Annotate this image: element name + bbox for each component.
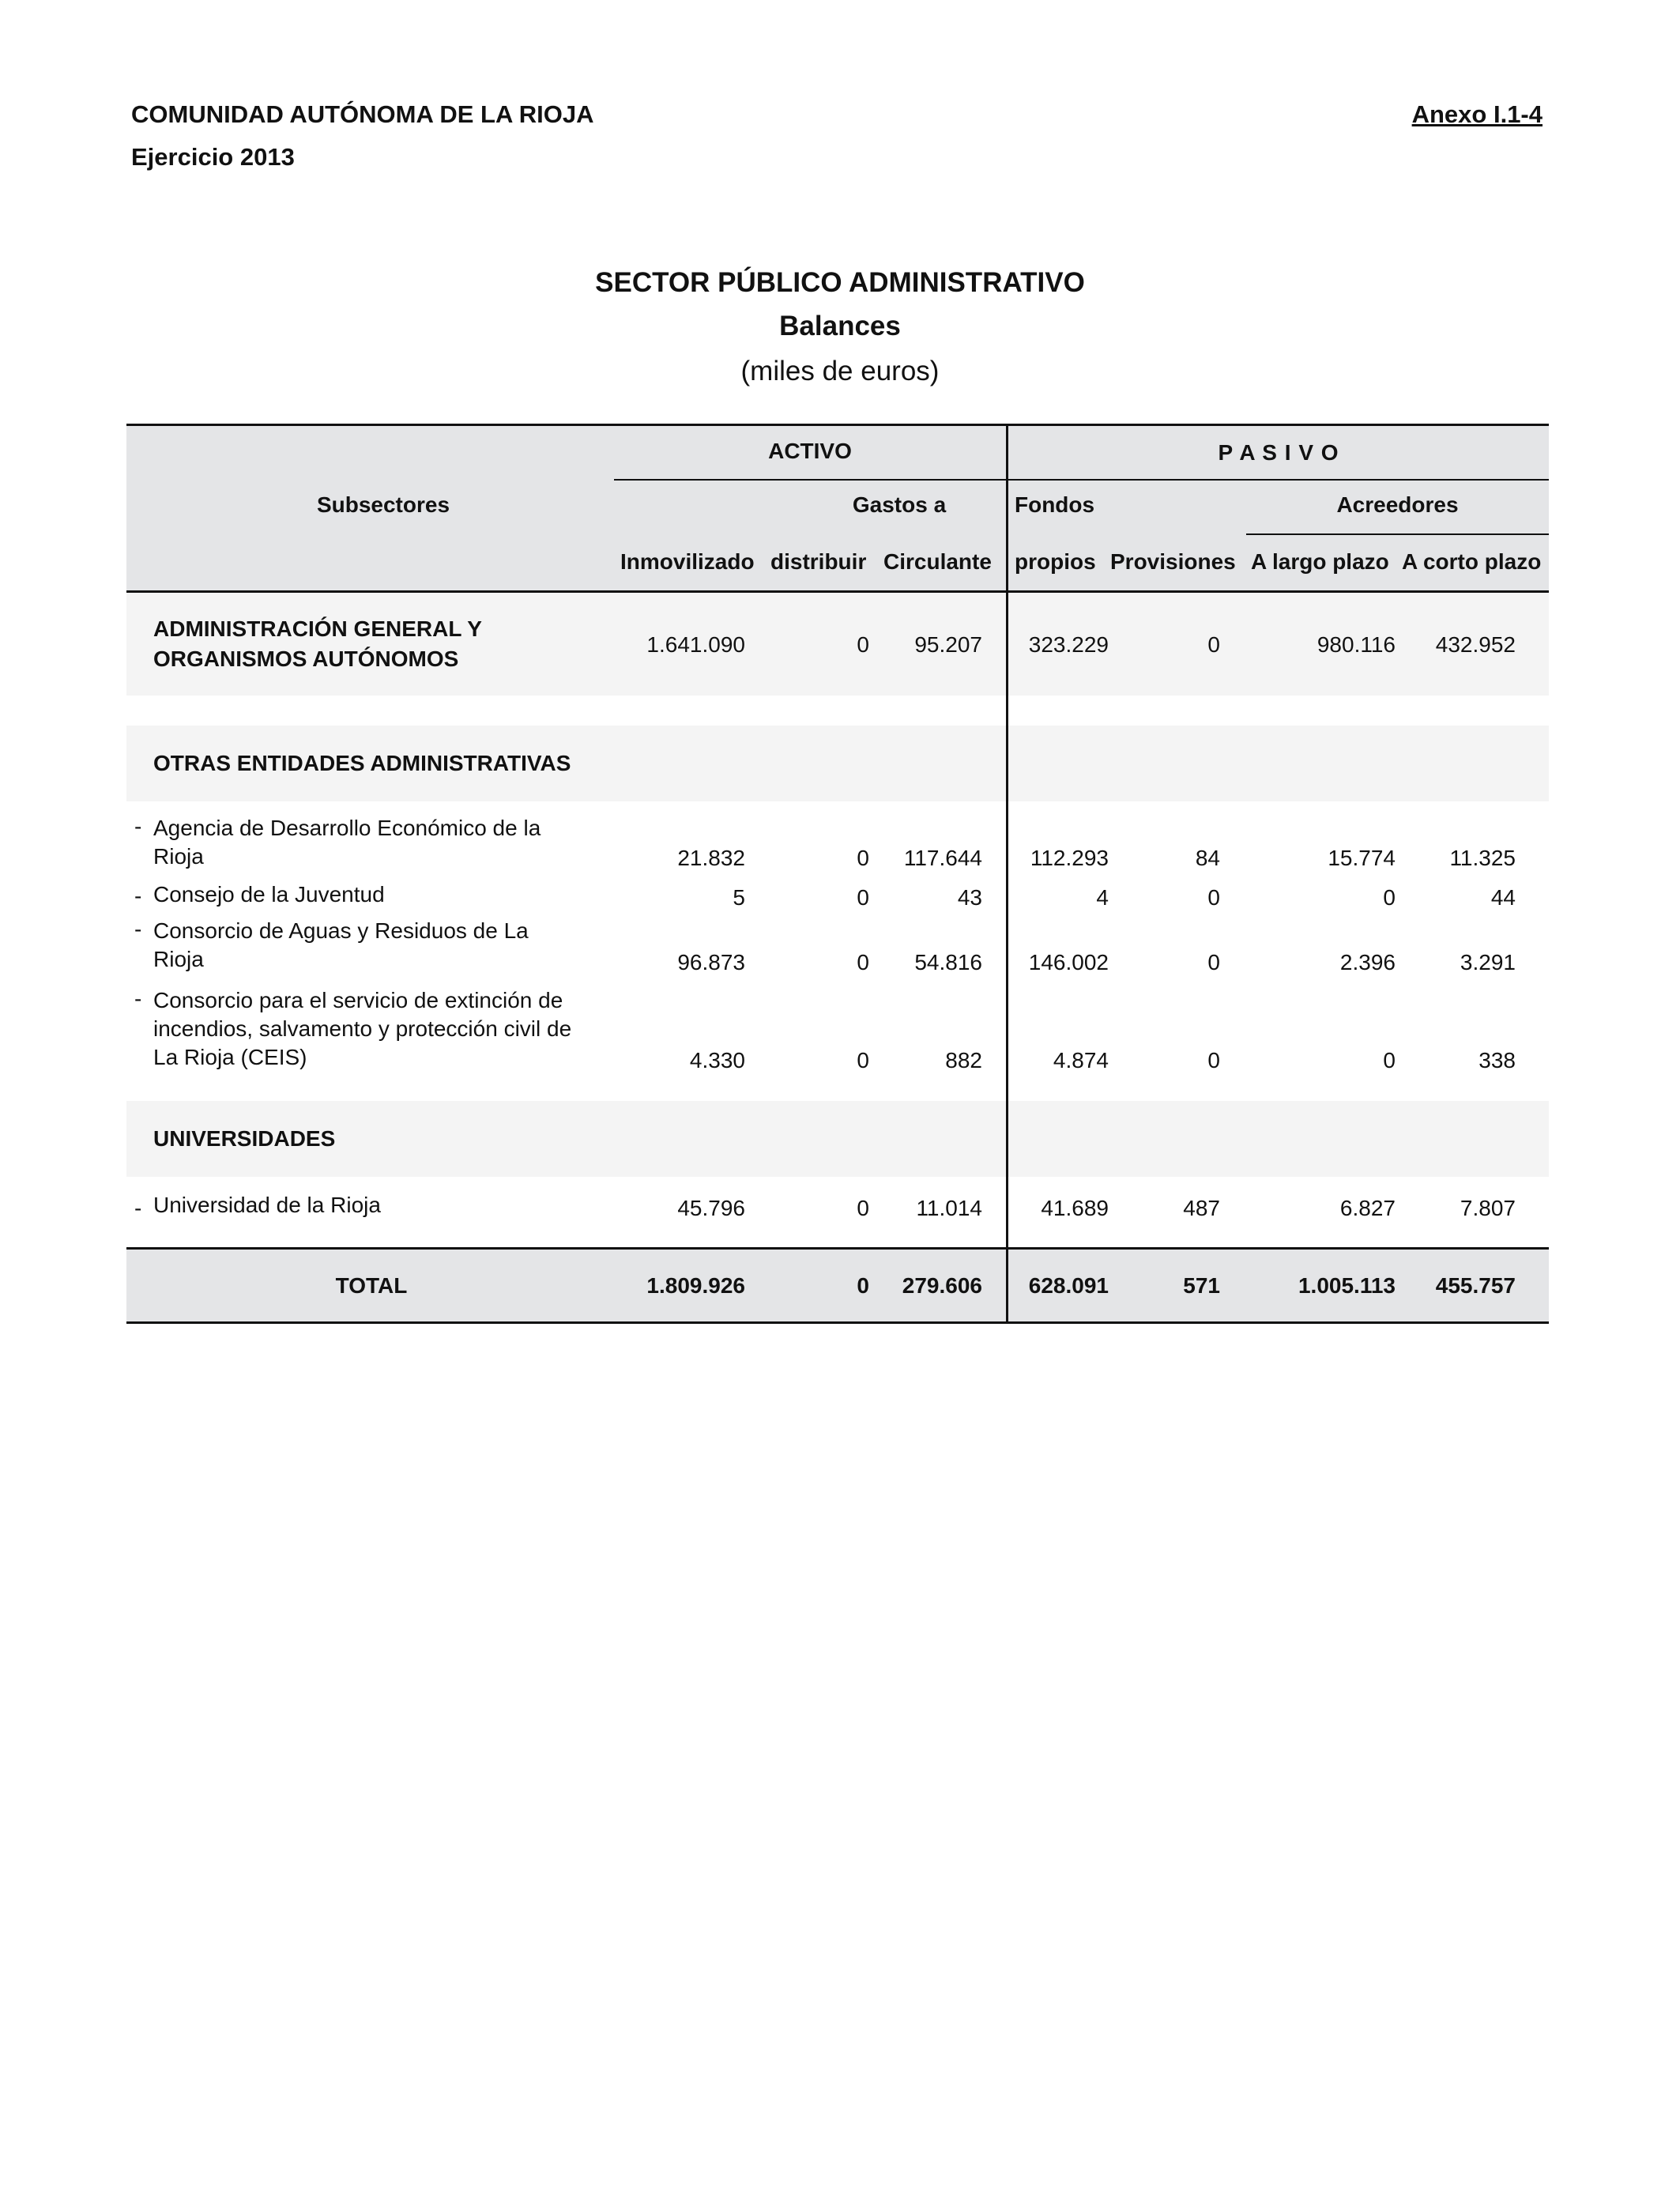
entity-corto-plazo: 338 xyxy=(1478,1048,1516,1072)
table-top-rule xyxy=(126,424,1549,426)
col-corto-plazo-header: A corto plazo xyxy=(1402,549,1542,574)
units-note: (miles de euros) xyxy=(740,356,940,386)
entity-propios: 112.293 xyxy=(1030,846,1109,870)
subtitle: Balances xyxy=(779,311,901,341)
col-circulante-header: Circulante xyxy=(883,549,992,574)
entity-label-line2: Rioja xyxy=(153,947,204,971)
activo-pasivo-underline xyxy=(614,479,1549,481)
row-dash: - xyxy=(134,814,142,839)
entity-propios: 4 xyxy=(1096,885,1109,910)
row-dash: - xyxy=(134,917,142,941)
entity-largo-plazo: 0 xyxy=(1383,885,1396,910)
entity-inmovilizado: 4.330 xyxy=(689,1048,745,1072)
entity-largo-plazo: 15.774 xyxy=(1328,846,1396,870)
admin-largo-plazo: 980.116 xyxy=(1317,632,1396,657)
entity-propios: 41.689 xyxy=(1041,1196,1109,1220)
total-inmovilizado: 1.809.926 xyxy=(646,1273,745,1298)
admin-distribuir: 0 xyxy=(857,632,869,657)
gastos-a-header: Gastos a xyxy=(852,492,947,517)
entity-circulante: 117.644 xyxy=(903,846,982,870)
entity-label-line1: Universidad de la Rioja xyxy=(153,1193,381,1217)
entity-provisiones: 0 xyxy=(1207,950,1220,974)
acreedores-header: Acreedores xyxy=(1336,492,1459,517)
entity-largo-plazo: 6.827 xyxy=(1339,1196,1396,1220)
entity-label-line2: Rioja xyxy=(153,844,204,869)
entity-circulante: 54.816 xyxy=(914,950,982,974)
main-title: SECTOR PÚBLICO ADMINISTRATIVO xyxy=(595,267,1085,298)
entity-distribuir: 0 xyxy=(857,846,869,870)
entity-label-line1: Consorcio para el servicio de extinción de xyxy=(153,988,563,1012)
admin-propios: 323.229 xyxy=(1028,632,1109,657)
pasivo-header: P A S I V O xyxy=(1218,440,1339,465)
entity-circulante: 43 xyxy=(957,885,982,910)
entity-inmovilizado: 45.796 xyxy=(677,1196,745,1220)
entity-propios: 4.874 xyxy=(1053,1048,1109,1072)
entity-circulante: 882 xyxy=(945,1048,982,1072)
fondos-header: Fondos xyxy=(1015,492,1095,517)
total-propios: 628.091 xyxy=(1028,1273,1109,1298)
otras-section-title: OTRAS ENTIDADES ADMINISTRATIVAS xyxy=(153,751,571,775)
col-inmovilizado-header: Inmovilizado xyxy=(620,549,755,574)
entity-largo-plazo: 2.396 xyxy=(1339,950,1396,974)
entity-distribuir: 0 xyxy=(857,1196,869,1220)
header-bottom-rule xyxy=(126,590,1549,593)
entity-label-line1: Consejo de la Juventud xyxy=(153,882,385,907)
activo-header: ACTIVO xyxy=(768,439,852,463)
entity-largo-plazo: 0 xyxy=(1383,1048,1396,1072)
total-label: TOTAL xyxy=(335,1273,408,1298)
row-dash: - xyxy=(134,986,142,1011)
entity-corto-plazo: 44 xyxy=(1490,885,1516,910)
entity-corto-plazo: 11.325 xyxy=(1449,846,1516,870)
admin-inmovilizado: 1.641.090 xyxy=(646,632,745,657)
entity-provisiones: 0 xyxy=(1207,885,1220,910)
organization-title: COMUNIDAD AUTÓNOMA DE LA RIOJA xyxy=(131,100,594,128)
entity-provisiones: 487 xyxy=(1183,1196,1220,1220)
entity-circulante: 11.014 xyxy=(916,1196,982,1220)
annex-reference: Anexo I.1-4 xyxy=(1411,100,1543,128)
entity-distribuir: 0 xyxy=(857,885,869,910)
total-corto-plazo: 455.757 xyxy=(1435,1273,1516,1298)
total-top-rule xyxy=(126,1247,1549,1250)
entity-inmovilizado: 21.832 xyxy=(677,846,745,870)
row-dash: - xyxy=(134,1196,142,1220)
page-header xyxy=(131,93,1543,179)
total-distribuir: 0 xyxy=(857,1273,869,1298)
table-bottom-rule xyxy=(126,1321,1549,1324)
activo-pasivo-divider xyxy=(1006,424,1008,1324)
document-titles xyxy=(0,261,1680,395)
entity-provisiones: 0 xyxy=(1207,1048,1220,1072)
admin-label-line2: ORGANISMOS AUTÓNOMOS xyxy=(153,647,459,671)
col-distribuir-header: distribuir xyxy=(770,549,867,574)
entity-corto-plazo: 7.807 xyxy=(1460,1196,1516,1220)
total-provisiones: 571 xyxy=(1183,1273,1220,1298)
entity-label-line1: Consorcio de Aguas y Residuos de La xyxy=(153,918,529,943)
acreedores-underline xyxy=(1246,533,1549,535)
col-provisiones-header: Provisiones xyxy=(1110,549,1236,574)
entity-label-line3: La Rioja (CEIS) xyxy=(153,1045,307,1069)
col-propios-header: propios xyxy=(1015,549,1096,574)
fiscal-year: Ejercicio 2013 xyxy=(131,143,295,171)
universidades-section-title: UNIVERSIDADES xyxy=(153,1126,336,1151)
subsectores-header: Subsectores xyxy=(316,492,450,517)
entity-inmovilizado: 96.873 xyxy=(677,950,745,974)
admin-provisiones: 0 xyxy=(1207,632,1220,657)
total-circulante: 279.606 xyxy=(902,1273,982,1298)
admin-circulante: 95.207 xyxy=(914,632,982,657)
entity-propios: 146.002 xyxy=(1028,950,1109,974)
entity-inmovilizado: 5 xyxy=(733,885,745,910)
row-dash: - xyxy=(134,884,142,908)
entity-distribuir: 0 xyxy=(857,950,869,974)
entity-label-line1: Agencia de Desarrollo Económico de la xyxy=(153,816,541,840)
entity-label-line2: incendios, salvamento y protección civil de xyxy=(153,1016,572,1041)
admin-corto-plazo: 432.952 xyxy=(1435,632,1516,657)
entity-provisiones: 84 xyxy=(1195,846,1220,870)
admin-label-line1: ADMINISTRACIÓN GENERAL Y xyxy=(153,616,482,641)
entity-corto-plazo: 3.291 xyxy=(1460,950,1516,974)
entity-distribuir: 0 xyxy=(857,1048,869,1072)
col-largo-plazo-header: A largo plazo xyxy=(1251,549,1389,574)
total-largo-plazo: 1.005.113 xyxy=(1298,1273,1396,1298)
balances-table xyxy=(126,424,1549,1325)
